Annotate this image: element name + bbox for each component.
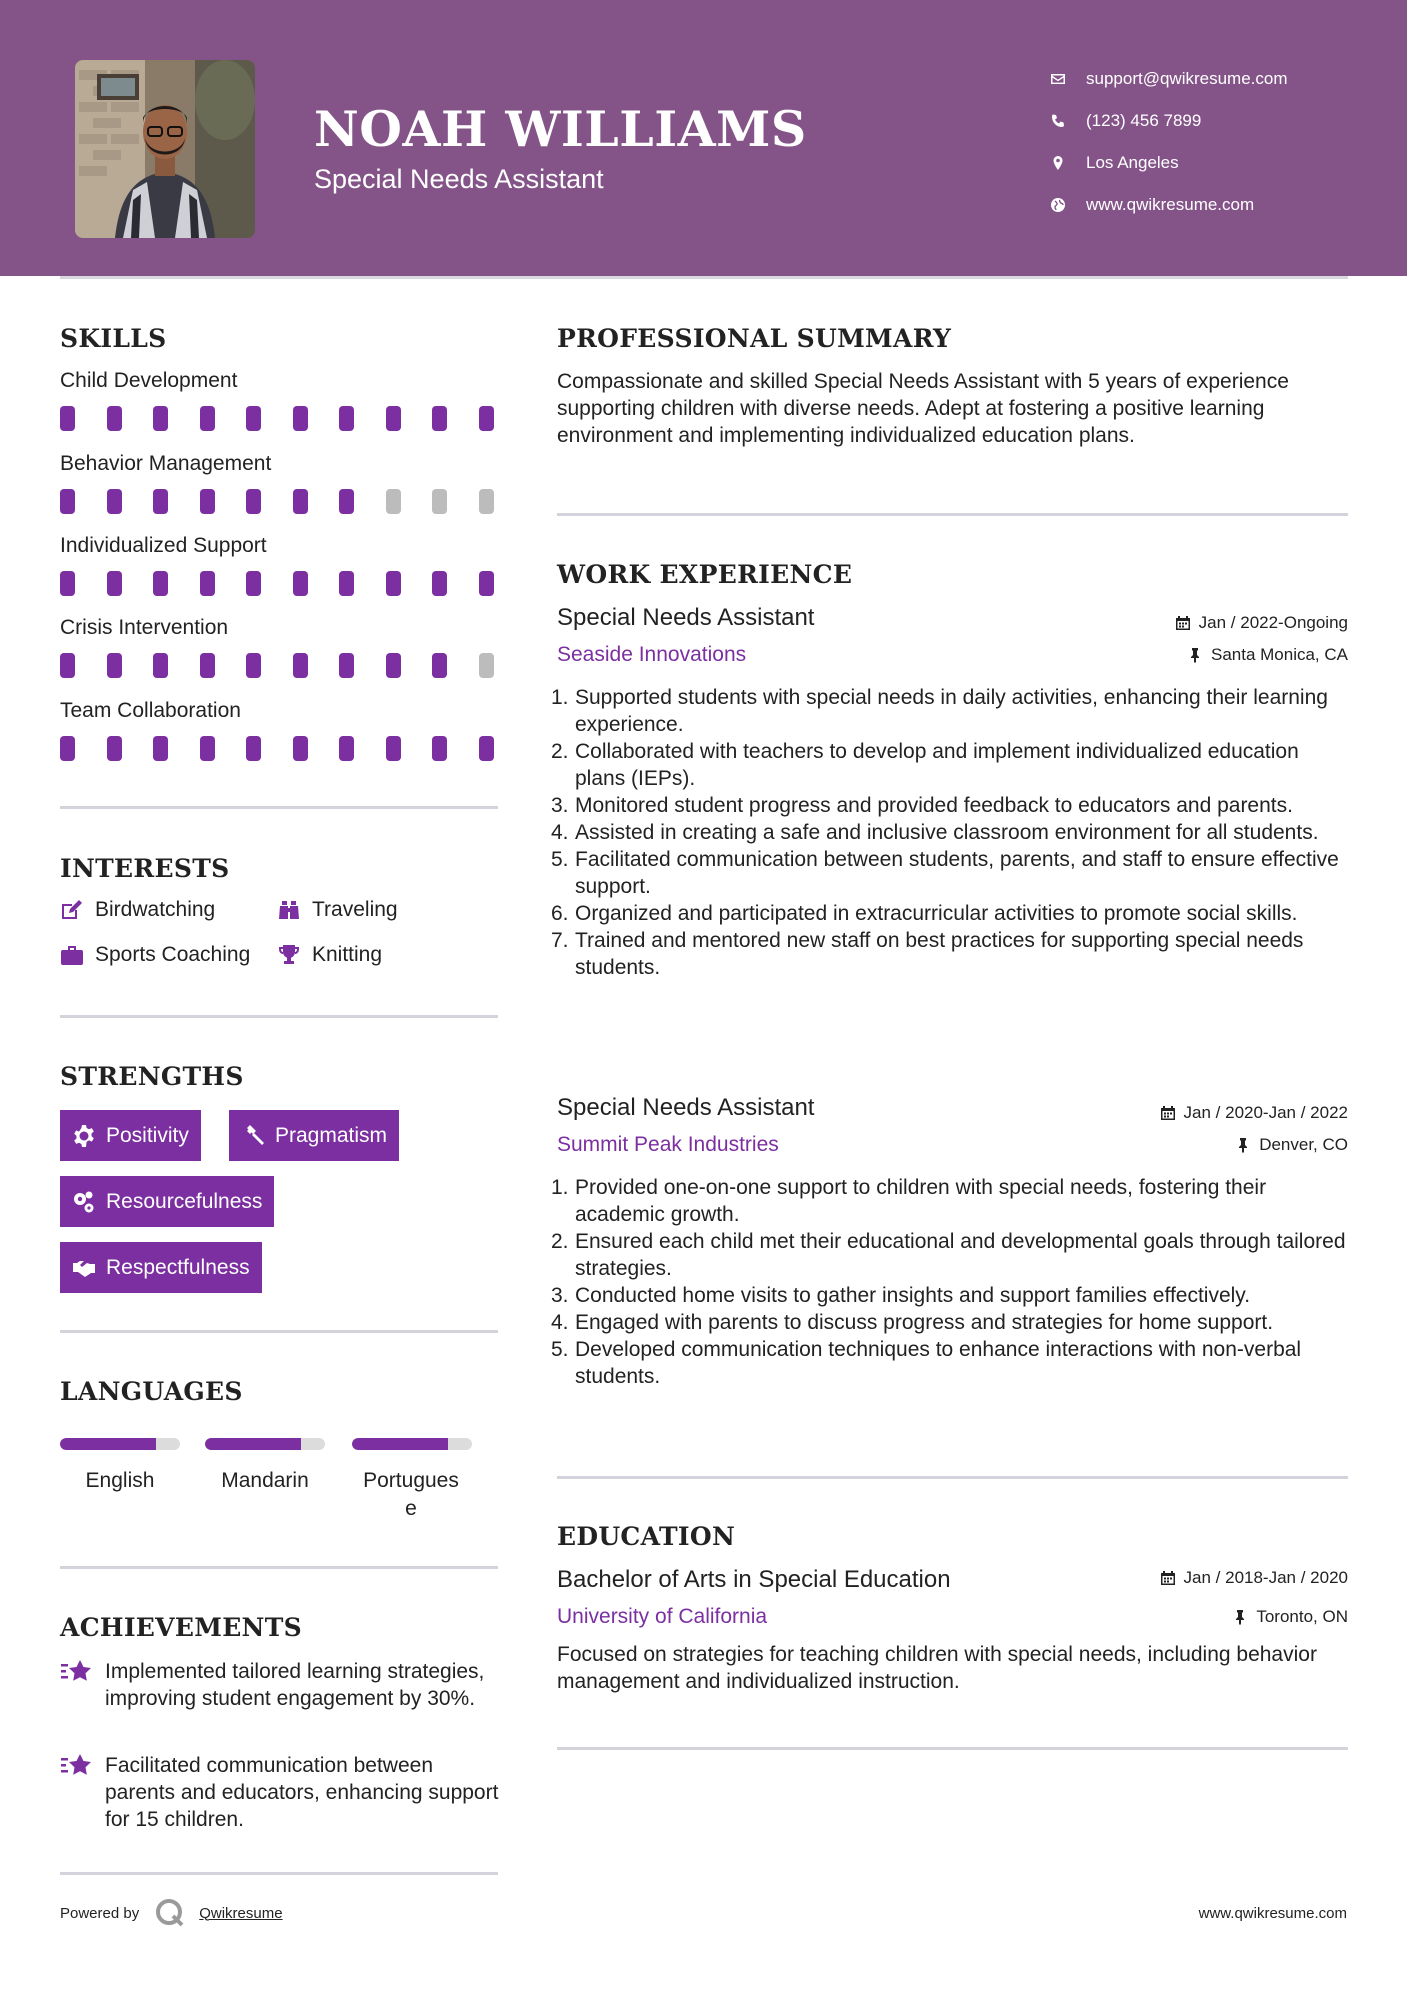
responsibility-item xyxy=(551,738,1351,792)
section-divider xyxy=(60,1566,498,1569)
skill-rating xyxy=(60,653,525,678)
skill-rating-pip xyxy=(153,653,168,678)
job-responsibilities xyxy=(551,1174,1351,1390)
contact-phone[interactable] xyxy=(1050,100,1288,142)
skill-rating-pip xyxy=(107,653,122,678)
pencil-square-icon xyxy=(60,899,84,921)
responsibility-text: Organized and participated in extracurricular activities to promote social skills. xyxy=(575,902,1298,925)
achievement-item xyxy=(60,1658,500,1712)
skill-rating-pip xyxy=(246,571,261,596)
job-dates-text: Jan / 2020-Jan / 2022 xyxy=(1183,1103,1348,1122)
skill-rating-pip xyxy=(200,406,215,431)
responsibility-text: Collaborated with teachers to develop and implement individualized education plans (IEPs). xyxy=(575,740,1299,790)
skill-rating-pip xyxy=(432,736,447,761)
responsibility-item xyxy=(551,792,1351,819)
job-location-text: Denver, CO xyxy=(1259,1135,1348,1154)
responsibility-text: Supported students with special needs in daily activities, enhancing their learning experience. xyxy=(575,686,1328,736)
gears-icon xyxy=(72,1190,96,1214)
skill-rating-pip xyxy=(386,571,401,596)
skill-rating-pip xyxy=(200,571,215,596)
skill-rating-pip xyxy=(107,736,122,761)
strength-tag xyxy=(60,1176,274,1227)
powered-by-label: Powered by xyxy=(60,1904,140,1922)
education-location xyxy=(1232,1607,1348,1627)
language-name: English xyxy=(85,1469,155,1492)
qwikresume-logo-icon xyxy=(153,1896,187,1930)
contact-website[interactable] xyxy=(1050,184,1288,226)
interest-label: Sports Coaching xyxy=(95,943,251,966)
school-name: University of California xyxy=(557,1605,768,1628)
skill-rating-pip xyxy=(339,406,354,431)
list-number: 2. xyxy=(551,1230,569,1253)
interest-item xyxy=(277,898,398,922)
skill-rating-pip xyxy=(339,736,354,761)
summary-heading: PROFESSIONAL SUMMARY xyxy=(557,324,952,353)
responsibility-text: Developed communication techniques to enhance interactions with non-verbal students. xyxy=(575,1338,1302,1388)
skill-rating-pip xyxy=(339,653,354,678)
language-level-bar xyxy=(205,1438,325,1450)
responsibility-item xyxy=(551,1282,1351,1309)
skill-rating-pip xyxy=(246,653,261,678)
list-number: 1. xyxy=(551,1176,569,1199)
skill-rating-pip xyxy=(107,406,122,431)
pushpin-icon xyxy=(1232,1609,1248,1625)
education-location-text: Toronto, ON xyxy=(1256,1607,1348,1626)
responsibility-item xyxy=(551,1228,1351,1282)
responsibility-item xyxy=(551,1309,1351,1336)
language-name: Mandarin xyxy=(221,1469,309,1492)
responsibility-item xyxy=(551,819,1351,846)
achievement-item xyxy=(60,1752,500,1833)
section-divider xyxy=(557,1476,1348,1479)
strength-label: Pragmatism xyxy=(275,1123,388,1147)
list-number: 7. xyxy=(551,929,569,952)
list-number: 4. xyxy=(551,1311,569,1334)
header-divider xyxy=(60,276,1348,279)
skill-name: Behavior Management xyxy=(60,452,272,475)
list-number: 1. xyxy=(551,686,569,709)
skills-heading: SKILLS xyxy=(60,324,167,353)
phone-icon xyxy=(1050,113,1086,129)
skill-rating-pip xyxy=(246,406,261,431)
job-location xyxy=(1187,645,1348,665)
skill-rating-pip xyxy=(153,406,168,431)
contact-website-text: www.qwikresume.com xyxy=(1086,195,1255,214)
languages-heading: LANGUAGES xyxy=(60,1377,243,1406)
globe-icon xyxy=(1050,197,1086,213)
job-title: Special Needs Assistant xyxy=(557,1094,815,1121)
responsibility-item xyxy=(551,927,1351,981)
star-badge-icon xyxy=(60,1752,94,1782)
skill-rating-pip xyxy=(153,489,168,514)
skill-rating-pip xyxy=(339,489,354,514)
skill-rating xyxy=(60,406,525,431)
company-name: Summit Peak Industries xyxy=(557,1133,779,1156)
interest-item xyxy=(277,943,382,967)
skill-rating-pip xyxy=(200,736,215,761)
education-dates xyxy=(1160,1568,1348,1588)
skill-rating-pip xyxy=(293,489,308,514)
skill-rating-pip xyxy=(200,653,215,678)
pushpin-icon xyxy=(1187,647,1203,663)
list-number: 5. xyxy=(551,848,569,871)
job-location-text: Santa Monica, CA xyxy=(1210,645,1348,664)
language-name: Portuguese xyxy=(363,1469,459,1520)
degree-title: Bachelor of Arts in Special Education xyxy=(557,1566,951,1593)
responsibility-item xyxy=(551,1174,1351,1228)
strength-tag xyxy=(60,1110,201,1161)
skill-rating xyxy=(60,736,525,761)
skill-rating-pip xyxy=(479,489,494,514)
skill-rating-pip xyxy=(293,653,308,678)
section-divider xyxy=(60,806,498,809)
responsibility-text: Trained and mentored new staff on best practices for supporting special needs students. xyxy=(575,929,1304,979)
candidate-title: Special Needs Assistant xyxy=(314,164,604,194)
achievements-heading: ACHIEVEMENTS xyxy=(60,1613,302,1642)
calendar-icon xyxy=(1160,1570,1176,1586)
skill-rating-pip xyxy=(60,571,75,596)
responsibility-text: Facilitated communication between students, parents, and staff to ensure effective support. xyxy=(575,848,1339,898)
language-level-bar xyxy=(352,1438,472,1450)
interest-item xyxy=(60,898,215,922)
skill-rating-pip xyxy=(60,406,75,431)
skill-rating-pip xyxy=(386,489,401,514)
skill-rating-pip xyxy=(432,406,447,431)
binoculars-icon xyxy=(277,899,301,921)
interest-label: Traveling xyxy=(312,898,398,921)
gear-icon xyxy=(72,1124,96,1148)
list-number: 6. xyxy=(551,902,569,925)
strength-tag xyxy=(60,1242,262,1293)
contact-email[interactable] xyxy=(1050,58,1288,100)
list-number: 5. xyxy=(551,1338,569,1361)
section-divider xyxy=(60,1872,498,1875)
strengths-heading: STRENGTHS xyxy=(60,1062,244,1091)
language-level-bar xyxy=(60,1438,180,1450)
skill-rating-pip xyxy=(293,406,308,431)
skill-rating-pip xyxy=(200,489,215,514)
contact-list xyxy=(1050,58,1288,226)
qwikresume-link[interactable]: Qwikresume xyxy=(199,1904,283,1922)
company-name: Seaside Innovations xyxy=(557,643,747,666)
skill-rating-pip xyxy=(153,571,168,596)
skill-name: Team Collaboration xyxy=(60,699,241,722)
skill-rating-pip xyxy=(432,571,447,596)
skill-name: Child Development xyxy=(60,369,238,392)
education-description: Focused on strategies for teaching children with special needs, including behavior management and individualized instruction. xyxy=(557,1643,1317,1693)
skill-rating-pip xyxy=(60,736,75,761)
list-number: 2. xyxy=(551,740,569,763)
language-level-fill xyxy=(205,1438,301,1450)
list-number: 3. xyxy=(551,794,569,817)
footer-website[interactable]: www.qwikresume.com xyxy=(1198,1905,1347,1922)
strength-label: Positivity xyxy=(106,1123,189,1147)
section-divider xyxy=(60,1330,498,1333)
profile-photo xyxy=(75,60,255,238)
skill-name: Individualized Support xyxy=(60,534,267,557)
skill-rating xyxy=(60,489,525,514)
responsibility-item xyxy=(551,846,1351,900)
contact-email-text: support@qwikresume.com xyxy=(1086,69,1288,88)
experience-heading: WORK EXPERIENCE xyxy=(557,560,853,589)
responsibility-text: Monitored student progress and provided feedback to educators and parents. xyxy=(575,794,1293,817)
skill-rating-pip xyxy=(339,571,354,596)
skill-rating-pip xyxy=(293,736,308,761)
interest-label: Knitting xyxy=(312,943,383,966)
job-location xyxy=(1235,1135,1348,1155)
responsibility-text: Assisted in creating a safe and inclusive classroom environment for all students. xyxy=(575,821,1319,844)
skill-rating-pip xyxy=(386,653,401,678)
hammer-icon xyxy=(241,1124,265,1148)
contact-location-text: Los Angeles xyxy=(1086,153,1179,172)
skill-rating-pip xyxy=(246,489,261,514)
header-banner xyxy=(0,0,1407,276)
skill-rating-pip xyxy=(432,653,447,678)
responsibility-text: Ensured each child met their educational and developmental goals through tailored strategies. xyxy=(575,1230,1346,1280)
interest-item xyxy=(60,943,250,967)
skill-rating-pip xyxy=(107,571,122,596)
pushpin-icon xyxy=(1235,1137,1251,1153)
handshake-icon xyxy=(72,1256,96,1280)
skill-rating-pip xyxy=(479,406,494,431)
skill-rating-pip xyxy=(432,489,447,514)
skill-rating-pip xyxy=(479,653,494,678)
skill-rating-pip xyxy=(479,736,494,761)
powered-by xyxy=(60,1896,283,1930)
responsibility-item xyxy=(551,684,1351,738)
section-divider xyxy=(557,1747,1348,1750)
contact-phone-text: (123) 456 7899 xyxy=(1086,111,1202,130)
summary-text: Compassionate and skilled Special Needs Assistant with 5 years of experience supporting children with diverse needs. Adept at fostering a positive learning environment and implementing individualized education plans. xyxy=(557,370,1289,447)
skill-rating-pip xyxy=(246,736,261,761)
list-number: 3. xyxy=(551,1284,569,1307)
skill-rating-pip xyxy=(107,489,122,514)
candidate-name: NOAH WILLIAMS xyxy=(314,100,807,158)
achievement-text: Facilitated communication between parents and educators, enhancing support for 15 children. xyxy=(105,1754,499,1831)
skill-rating-pip xyxy=(60,653,75,678)
star-badge-icon xyxy=(60,1658,94,1688)
job-dates-text: Jan / 2022-Ongoing xyxy=(1198,613,1348,632)
responsibility-item xyxy=(551,900,1351,927)
section-divider xyxy=(557,513,1348,516)
skill-name: Crisis Intervention xyxy=(60,616,229,639)
skill-rating-pip xyxy=(479,571,494,596)
responsibility-text: Engaged with parents to discuss progress and strategies for home support. xyxy=(575,1311,1274,1334)
calendar-icon xyxy=(1175,615,1191,631)
briefcase-icon xyxy=(60,944,84,966)
job-title: Special Needs Assistant xyxy=(557,604,815,631)
trophy-icon xyxy=(277,944,301,966)
interest-label: Birdwatching xyxy=(95,898,216,921)
language-level-fill xyxy=(352,1438,448,1450)
achievement-text: Implemented tailored learning strategies, improving student engagement by 30%. xyxy=(105,1660,485,1710)
education-dates-text: Jan / 2018-Jan / 2020 xyxy=(1183,1568,1348,1587)
skill-rating-pip xyxy=(293,571,308,596)
strength-tag xyxy=(229,1110,399,1161)
skill-rating-pip xyxy=(386,406,401,431)
interests-heading: INTERESTS xyxy=(60,854,230,883)
responsibility-text: Provided one-on-one support to children with special needs, fostering their academic growth. xyxy=(575,1176,1267,1226)
strength-label: Resourcefulness xyxy=(106,1189,263,1213)
envelope-icon xyxy=(1050,71,1086,87)
section-divider xyxy=(60,1015,498,1018)
skill-rating-pip xyxy=(386,736,401,761)
list-number: 4. xyxy=(551,821,569,844)
strength-label: Respectfulness xyxy=(106,1255,250,1279)
skill-rating xyxy=(60,571,525,596)
person-photo-illustration xyxy=(75,60,255,238)
contact-location xyxy=(1050,142,1288,184)
job-dates xyxy=(1160,1103,1348,1123)
skill-rating-pip xyxy=(60,489,75,514)
language-level-fill xyxy=(60,1438,156,1450)
map-pin-icon xyxy=(1050,155,1086,171)
skill-rating-pip xyxy=(153,736,168,761)
job-dates xyxy=(1175,613,1348,633)
responsibility-item xyxy=(551,1336,1351,1390)
responsibility-text: Conducted home visits to gather insights and support families effectively. xyxy=(575,1284,1251,1307)
education-heading: EDUCATION xyxy=(557,1522,736,1551)
job-responsibilities xyxy=(551,684,1351,981)
calendar-icon xyxy=(1160,1105,1176,1121)
